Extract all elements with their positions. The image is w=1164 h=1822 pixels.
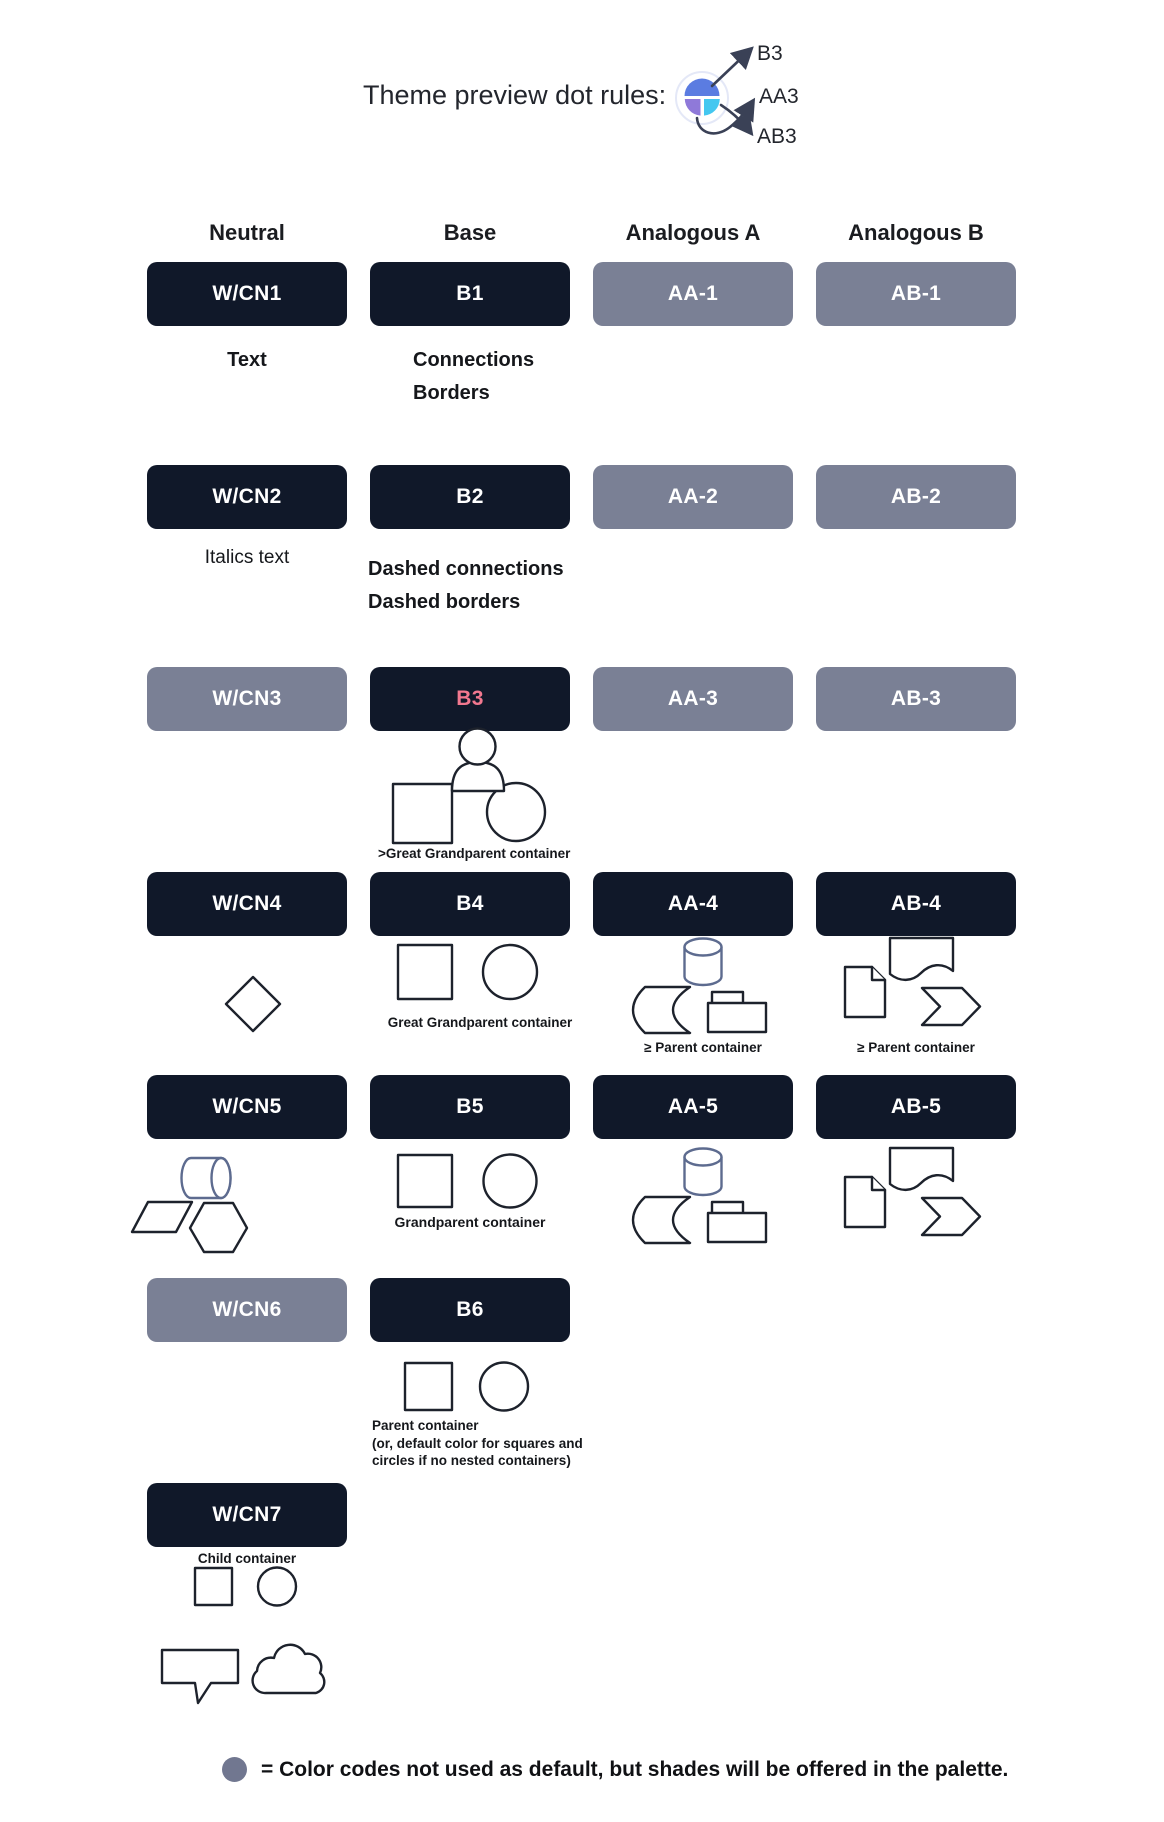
swatch-wcn5: W/CN5 [147,1075,347,1139]
column-header-neutral: Neutral [209,220,285,245]
person-shoulders-icon [452,762,504,791]
wcn4-shapes [147,945,347,1065]
caption-b4: Great Grandparent container [387,1015,573,1030]
stored-data-icon [633,987,690,1033]
swatch-wcn6: W/CN6 [147,1278,347,1342]
legend-dot-icon [222,1757,247,1782]
swatch-ab3: AB-3 [816,667,1016,731]
square-icon [398,1155,452,1207]
b5-shapes [370,1150,570,1212]
swatch-b6: B6 [370,1278,570,1342]
swatch-ab2: AB-2 [816,465,1016,529]
circle-icon [484,1155,537,1208]
wavy-document-icon [890,1148,953,1190]
wavy-document-icon [890,938,953,980]
swatch-b3: B3 [370,667,570,731]
speech-bubble-icon [162,1650,238,1703]
swatch-b2: B2 [370,465,570,529]
dot-rule-label-aa3: AA3 [759,85,799,108]
caption-b5: Grandparent container [394,1214,546,1230]
aa4-shapes [593,935,793,1040]
swatch-aa5: AA-5 [593,1075,793,1139]
b4-shapes [370,940,570,1005]
swatch-wcn4: W/CN4 [147,872,347,936]
swatch-ab4: AB-4 [816,872,1016,936]
horizontal-cylinder-cap-icon [212,1158,231,1198]
caption-b2-line1: Dashed connections [368,558,564,580]
legend-text: = Color codes not used as default, but shades will be offered in the palette. [261,1758,1009,1781]
caption-b1-line1: Connections [413,349,535,371]
dot-rule-label-ab3: AB3 [757,125,797,148]
aa5-shapes [593,1145,793,1250]
parallelogram-icon [132,1202,192,1232]
square-icon [398,945,452,999]
circle-icon [258,1568,296,1606]
cylinder-top-icon [685,939,722,956]
wcn7-square-circle [147,1564,347,1610]
caption-wcn2: Italics text [204,547,290,568]
caption-b1-line2: Borders [413,382,490,404]
caption-b6 [372,1417,583,1470]
column-header-analogous-b: Analogous B [848,220,984,245]
caption-b6-line2: (or, default color for squares and [372,1435,583,1451]
caption-b1 [413,344,534,410]
page-title: Theme preview dot rules: [363,80,667,110]
swatch-aa3: AA-3 [593,667,793,731]
chevron-icon [922,988,980,1025]
arrow-to-b3 [712,49,751,86]
swatch-b4: B4 [370,872,570,936]
swatch-b1: B1 [370,262,570,326]
caption-wcn1: Text [227,349,267,371]
caption-aa4: ≥ Parent container [644,1040,762,1055]
stored-data-icon [633,1197,690,1243]
b3-shapes [370,723,570,848]
circle-icon [483,945,537,999]
chevron-icon [922,1198,980,1235]
square-icon [195,1568,232,1605]
column-header-base: Base [443,220,497,245]
dot-rule-label-b3: B3 [757,42,783,65]
circle-icon [480,1363,528,1411]
wcn5-shapes [125,1145,335,1257]
caption-ab4: ≥ Parent container [857,1040,975,1055]
document-fold-icon [872,967,885,980]
square-icon [393,784,452,843]
swatch-wcn7: W/CN7 [147,1483,347,1547]
swatch-aa4: AA-4 [593,872,793,936]
card-icon [708,1003,766,1032]
swatch-wcn3: W/CN3 [147,667,347,731]
swatch-wcn2: W/CN2 [147,465,347,529]
cloud-icon [253,1645,325,1693]
ab5-shapes [816,1145,1016,1250]
caption-b3: >Great Grandparent container [378,846,571,861]
square-icon [405,1363,452,1410]
cylinder-top-icon [685,1149,722,1166]
person-head-icon [460,729,496,765]
swatch-b5: B5 [370,1075,570,1139]
diamond-icon [226,977,280,1031]
swatch-ab1: AB-1 [816,262,1016,326]
caption-b6-line1: Parent container [372,1418,479,1433]
caption-b6-line3: circles if no nested containers) [372,1453,571,1468]
swatch-ab5: AB-5 [816,1075,1016,1139]
caption-b2 [368,553,564,619]
swatch-wcn1: W/CN1 [147,262,347,326]
card-icon [708,1213,766,1242]
swatch-aa2: AA-2 [593,465,793,529]
wcn7-bubble-cloud [147,1638,347,1710]
hexagon-icon [190,1203,247,1252]
column-header-analogous-a: Analogous A [625,220,761,245]
swatch-aa1: AA-1 [593,262,793,326]
b6-shapes [370,1358,570,1414]
caption-b2-line2: Dashed borders [368,591,521,613]
ab4-shapes [816,935,1016,1040]
caption-wcn7: Child container [197,1551,297,1566]
